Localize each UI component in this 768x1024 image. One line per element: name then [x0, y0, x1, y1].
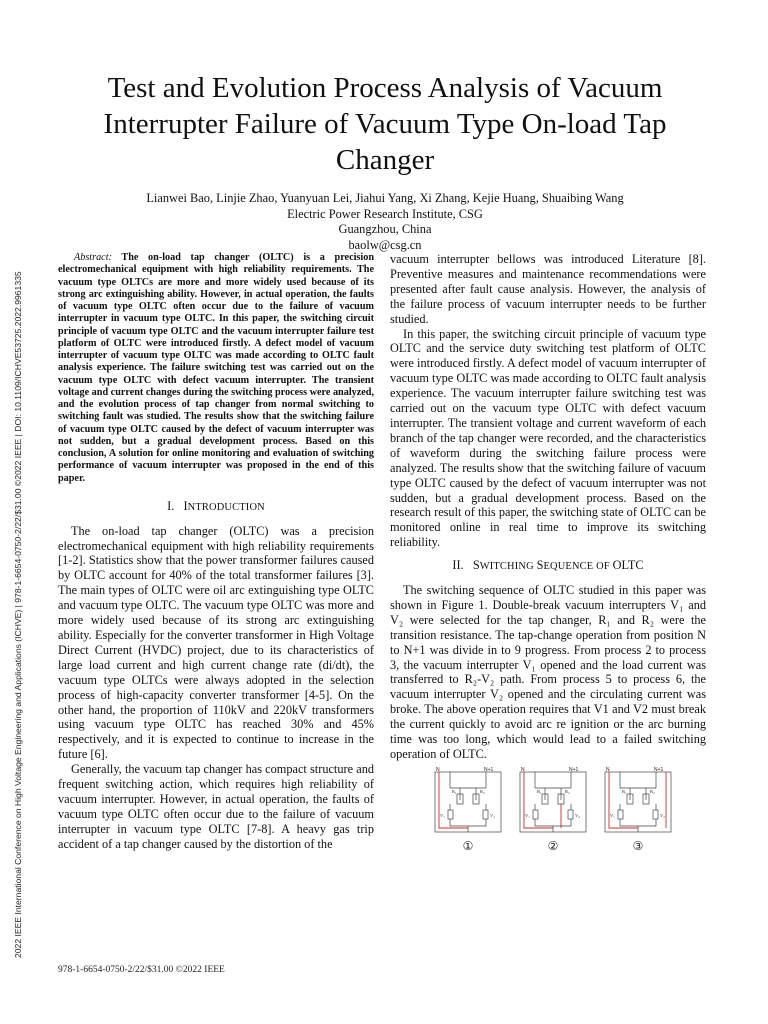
- section-title-initial: I: [183, 498, 188, 513]
- tap-label-n: N: [436, 766, 440, 773]
- left-column: [58, 252, 374, 852]
- abstract-label: Abstract:: [74, 252, 112, 263]
- switch-lines: [535, 772, 571, 800]
- author-block: [70, 191, 700, 253]
- interrupter-v1: [533, 810, 538, 819]
- switch-lines: [620, 772, 656, 800]
- section-number: I.: [167, 498, 175, 513]
- switching-paragraph: The switching sequence of OLTC studied in this paper was shown in Figure 1. Double-break vacuum interrupters V₁ and V₂ were selected for the tap changer, R₁ and R₂ were the transition resistance. The tap-change operation from position N to N+1 was divide in to 9 progress. From process 2 to process 3, the vacuum interrupter V₁ opened and the load current was transferred to R₂-V₂ path. From process 5 to process 6, the vacuum interrupter V₂ opened and the circulating current was broke. The above operation requires that V1 and V2 must break the current quickly to avoid arc re ignition or the arc burning time was too long, which would lead to a failed switching operation of OLTC.: [390, 583, 706, 761]
- current-path: [524, 772, 561, 828]
- label-v2: V₂: [660, 812, 665, 818]
- interrupter-v2: [568, 810, 573, 819]
- right-column: [390, 252, 706, 860]
- abstract-text: The on-load tap changer (OLTC) is a precision electromechanical equipment with high reliability requirements. The vacuum type OLTCs are more and more widely used because of its strong arc extinguishing ability. However, in actual operation, the faults of vacuum type OLTC often occur due to the failure of vacuum interrupter in vacuum type OLTC. In this paper, the switching circuit principle of vacuum type OLTC and the vacuum interrupter failure test platform of OLTC were introduced firstly. A defect model of vacuum interrupter of vacuum type OLTC was made according to OLTC fault analysis experience. The failure switching test was carried out on the vacuum type OLTC with defect vacuum interrupter. The transient voltage and current changes during the switching process were analyzed, and the evolution process of tap changer from normal switching to switching fault was studied. The results show that the switching failure of vacuum type OLTC caused by the defect of vacuum interrupter was not sudden, but a gradual development process. Based on this conclusion, A solution for online monitoring and evaluation of switching performance of vacuum interrupter was proposed in the end of this paper.: [58, 252, 374, 484]
- label-r2: R₂: [650, 788, 655, 794]
- section-number: II.: [452, 558, 464, 573]
- step-number: ②: [547, 838, 559, 853]
- section-heading-switching-sequence: [390, 558, 706, 575]
- label-v1: V₁: [440, 812, 445, 818]
- tap-label-n: N: [606, 766, 610, 773]
- body-paragraph: In this paper, the switching circuit principle of vacuum type OLTC and the service duty switching test platform of OLTC were introduced firstly. A defect model of vacuum interrupter of vacuum type OLTC was made according to OLTC fault analysis experience. The vacuum interrupter failure switching test was carried out on the vacuum type OLTC with defect vacuum interrupter. The transient voltage and current waveform of each branch of the tap changer were recorded, and the characteristics of waveform during the switching failure process were analyzed. The results show that the switching failure of vacuum type OLTC caused by the defect of vacuum interrupter was not sudden, but a gradual development process. Based on the research result of this paper, the switching state of OLTC can be monitored online in real time to improve its switching reliability.: [390, 326, 706, 550]
- label-r1: R₁: [452, 788, 457, 794]
- title-line: Changer: [335, 144, 435, 176]
- section-title-initial: S: [536, 558, 544, 573]
- section-title-part: EQUENCE OF: [543, 561, 613, 573]
- tap-label-n1: N+1: [484, 766, 494, 773]
- label-v1: V₁: [610, 812, 615, 818]
- tap-label-n1: N+1: [569, 766, 579, 773]
- label-v2: V₂: [490, 812, 495, 818]
- copyright-footer: 978-1-6654-0750-2/22/$31.00 ©2022 IEEE: [58, 965, 225, 975]
- label-r2: R₂: [565, 788, 570, 794]
- section-title-part: OLTC: [612, 558, 644, 573]
- abstract: [58, 252, 374, 485]
- step-number: ③: [632, 838, 644, 853]
- title-line: Test and Evolution Process Analysis of Vacuum: [107, 72, 663, 104]
- affiliation: Electric Power Research Institute, CSG: [287, 206, 483, 221]
- switching-sequence-figure: [432, 766, 674, 856]
- tap-label-n: N: [521, 766, 525, 773]
- panel-frame: [520, 772, 586, 832]
- paper-title: [70, 70, 700, 178]
- email[interactable]: baolw@csg.cn: [348, 237, 422, 252]
- interrupter-v1: [618, 810, 623, 819]
- side-citation-note: 2022 IEEE International Conference on High Voltage Engineering and Applications (ICHVE) | 978-1-6654-0750-2/22/$31.00 ©2022 IEEE | DOI: 10.1109/ICHVE53725.2022.9961335: [13, 271, 23, 958]
- city: Guangzhou, China: [338, 222, 432, 236]
- interrupter-v2: [483, 810, 488, 819]
- figure-panel: [605, 767, 671, 853]
- intro-paragraph-1: The on-load tap changer (OLTC) was a precision electromechanical equipment with high reliability requirements [1-2]. Statistics show that the power transformer failures caused by OLTC account for 40% of the total transformer failures [3]. The main types of OLTC were oil arc extinguishing type OLTC and vacuum type OLTC. The vacuum type OLTC was more and more widely used because of its strong arc extinguishing ability. Especially for the converter transformer in High Voltage Direct Current (HVDC) project, due to its characteristics of large load current and high current change rate (di/dt), the vacuum type OLTCs were always adopted in the selection process of high-capacity converter transformer [4-5]. On the other hand, the proportion of 110kV and 220kV transformers using vacuum type OLTC has reached 30% and 45% respectively, and it is expected to continue to increase in the future [6].: [58, 523, 374, 762]
- tap-label-n1: N+1: [654, 766, 664, 773]
- author-list: Lianwei Bao, Linjie Zhao, Yuanyuan Lei, Jiahui Yang, Xi Zhang, Kejie Huang, Shuaibing Wang: [146, 191, 624, 205]
- figure-panel: [435, 767, 501, 853]
- label-v2: V₂: [575, 812, 580, 818]
- interrupter-v2: [653, 810, 658, 819]
- label-v1: V₁: [525, 812, 530, 818]
- section-title-initial: S: [472, 558, 480, 573]
- section-title-rest: NTRODUCTION: [187, 501, 265, 513]
- title-line: Interrupter Failure of Vacuum Type On-load Tap: [103, 108, 667, 140]
- figure-panel: [520, 767, 586, 853]
- current-path: [439, 772, 468, 828]
- panel-frame: [605, 772, 671, 832]
- label-r1: R₁: [537, 788, 542, 794]
- interrupter-v1: [448, 810, 453, 819]
- body-paragraph: vacuum interrupter bellows was introduced Literature [8]. Preventive measures and maintenance recommendations were presented after fault cause analysis. However, the analysis of the failure process of vacuum interrupter needs to be further studied.: [390, 252, 706, 326]
- current-path: [609, 772, 666, 828]
- label-r2: R₂: [480, 788, 485, 794]
- label-r1: R₁: [622, 788, 627, 794]
- switch-lines: [450, 772, 486, 800]
- section-title-part: WITCHING: [479, 561, 537, 573]
- panel-frame: [435, 772, 501, 832]
- intro-paragraph-2: Generally, the vacuum tap changer has compact structure and frequent switching action, which requires high reliability of vacuum interrupter. However, in actual operation, the faults of vacuum type OLTC often occur due to the failure of vacuum interrupter in vacuum type OLTC [7-8]. A heavy gas trip accident of a tap changer caused by the distortion of the: [58, 762, 374, 851]
- step-number: ①: [462, 838, 474, 853]
- section-heading-introduction: [58, 499, 374, 516]
